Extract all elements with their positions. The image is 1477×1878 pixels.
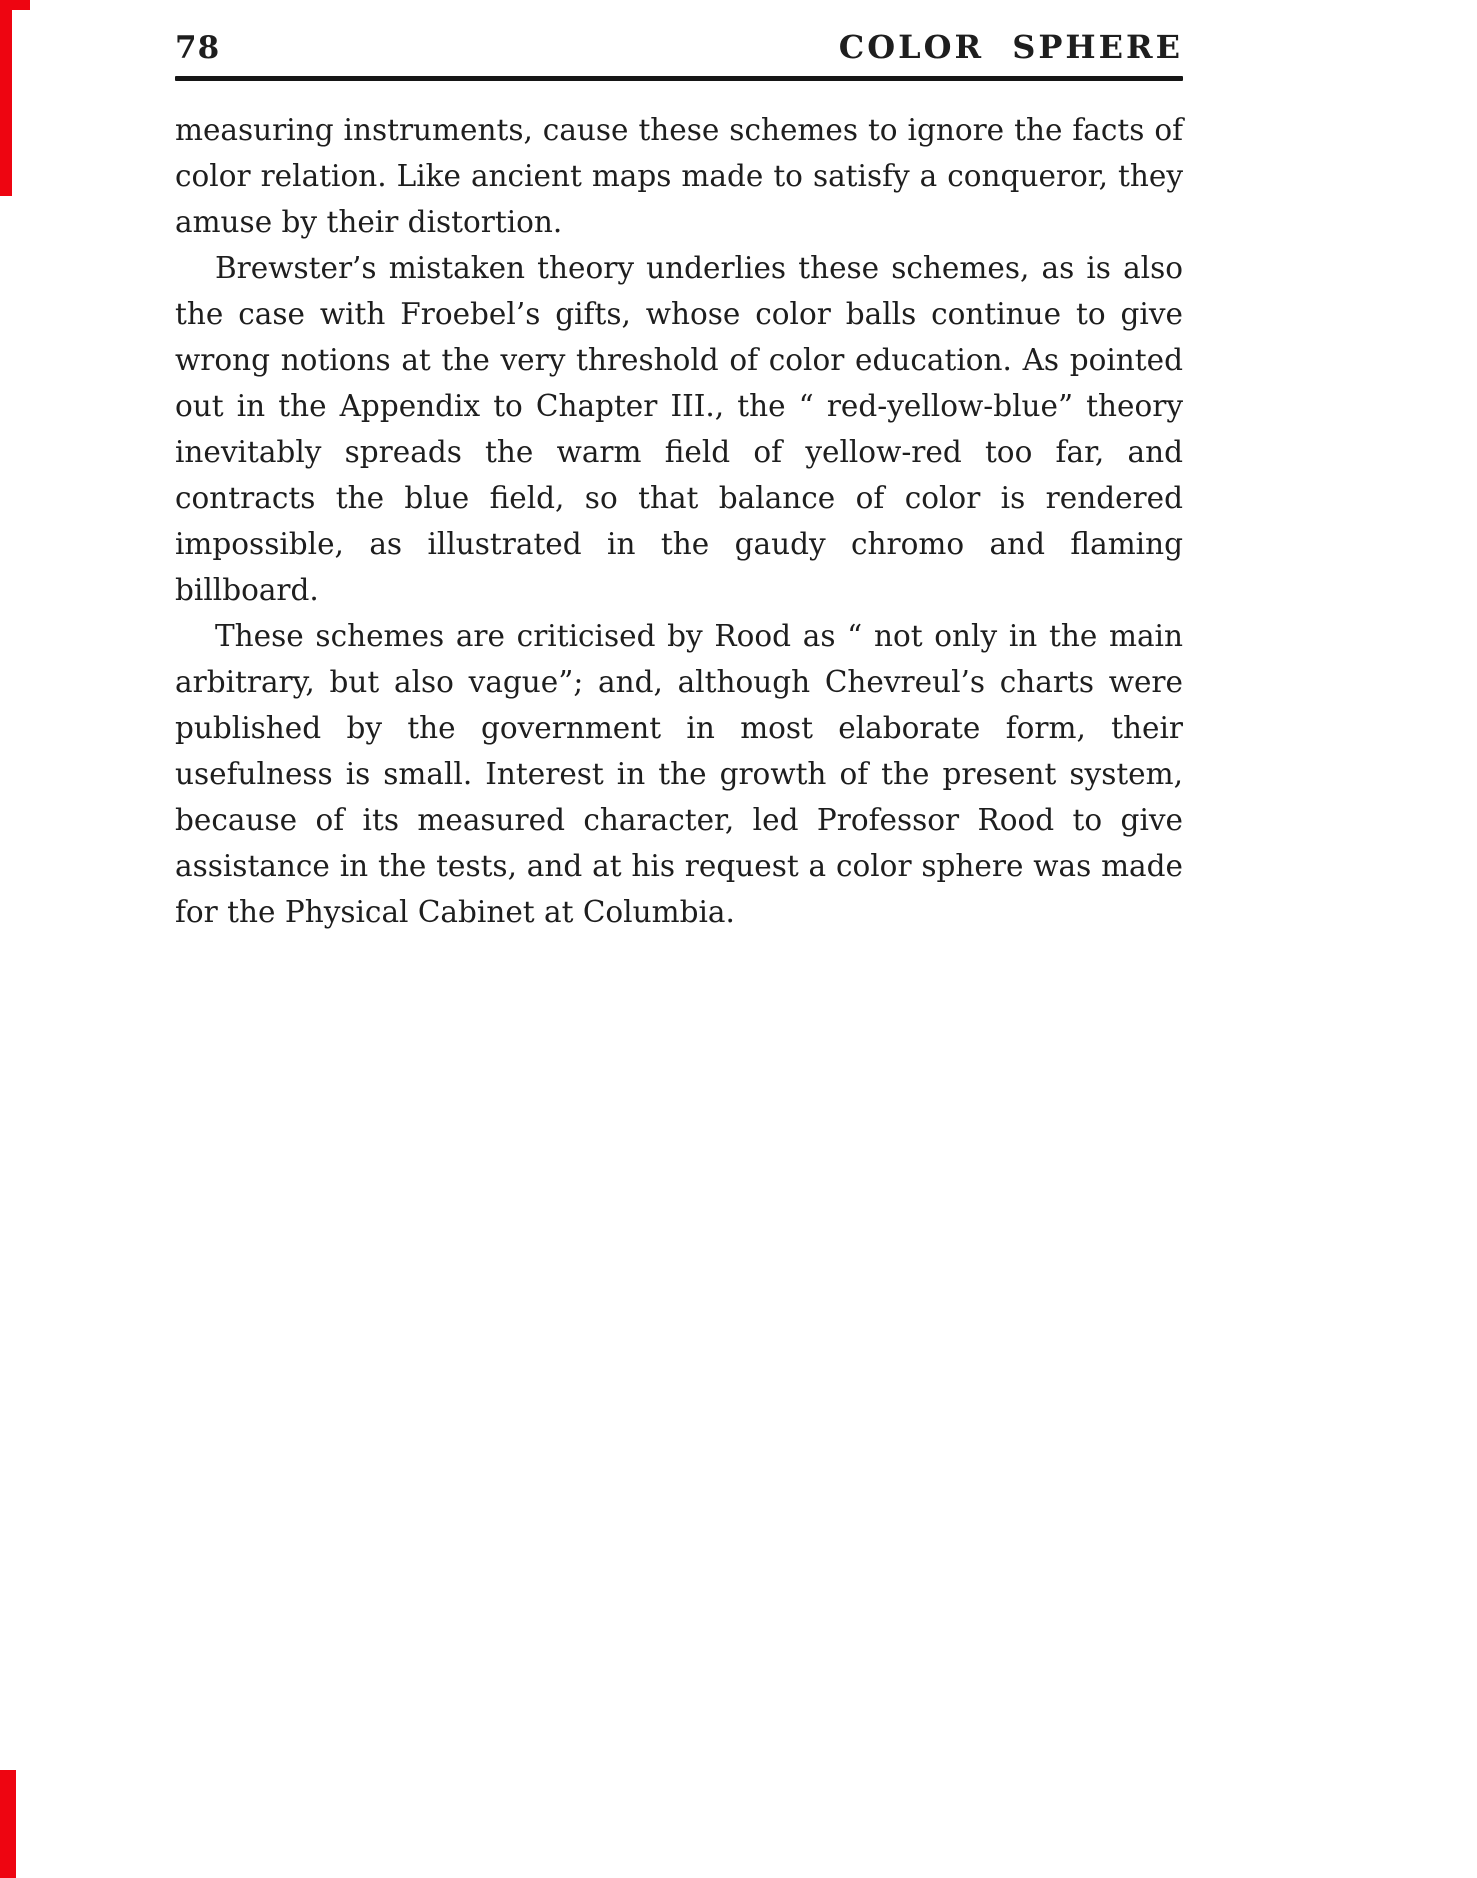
paragraph: measuring instruments, cause these schemes to ignore the facts of color relation. Like ancient maps made to satisfy a conqueror, they amuse by their distortion. (175, 113, 1183, 239)
scan-artifact-left-top (0, 0, 12, 196)
header-rule (175, 76, 1183, 81)
scan-artifact-corner-top (0, 0, 30, 10)
running-header-title: COLOR SPHERE (838, 28, 1183, 66)
paragraph: These schemes are criticised by Rood as “ not only in the main arbitrary, but also vague”; and, although Chevreul’s charts were published by the government in most elaborate form, their usefulness is small. Interest in the growth of the present system, because of its measured character, led Professor Rood to give assistance in the tests, and at his request a color sphere was made for the Physical Cabinet at Columbia. (175, 619, 1183, 929)
paragraph: Brewster’s mistaken theory underlies these schemes, as is also the case with Froebel’s gifts, whose color balls continue to give wrong notions at the very threshold of color education. As pointed out in the Appendix to Chapter III., the “ red-yellow-blue” theory inevitably spreads the warm field of yellow-red too far, and contracts the blue field, so that balance of color is rendered impossible, as illustrated in the gaudy chromo and flaming billboard. (175, 251, 1183, 607)
scan-artifact-left-bottom (0, 1770, 16, 1878)
page-content (175, 28, 1183, 935)
page-number: 78 (175, 30, 221, 66)
body-text (175, 107, 1183, 935)
running-head (175, 28, 1183, 66)
